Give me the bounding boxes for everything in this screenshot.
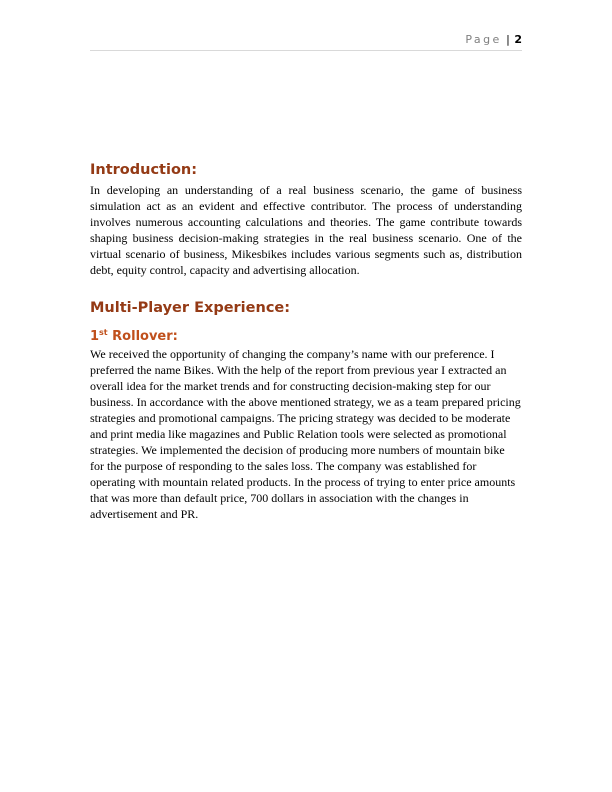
introduction-paragraph: In developing an understanding of a real business scenario, the game of business simulation act as an evident and effective contributor. The process of understanding involves numerous accounting calculations and theories. The game contribute towards shaping business decision-making strategies in the real business scenario. One of the virtual scenario of business, Mikesbikes includes various segments such as, distribution debt, equity control, capacity and advertising allocation. xyxy=(90,183,522,277)
paragraph-line: advertisement and PR. xyxy=(90,507,199,521)
paragraph-line: strategies. We implemented the decision of producing more numbers of mountain bike xyxy=(90,443,505,457)
paragraph-line: overall idea for the market trends and for constructing decision-making step for our xyxy=(90,379,491,393)
paragraph-line: operating with mountain related products. In the process of trying to enter price amounts xyxy=(90,475,516,489)
paragraph-line: We received the opportunity of changing the company’s name with our preference. I xyxy=(90,347,495,361)
multi-player-heading: Multi-Player Experience: xyxy=(90,300,291,316)
rollover-ordinal: st xyxy=(99,328,108,337)
paragraph-line: for the purpose of responding to the sales loss. The company was established for xyxy=(90,459,477,473)
page-separator: | xyxy=(506,33,510,46)
rollover-label: Rollover: xyxy=(107,329,178,344)
paragraph-line: business. In accordance with the above mentioned strategy, we as a team prepared pricing xyxy=(90,395,521,409)
introduction-heading: Introduction: xyxy=(90,162,198,178)
rollover-number: 1 xyxy=(90,329,100,344)
page-number: 2 xyxy=(514,33,522,46)
paragraph-line: strategies and promotional campaigns. The pricing strategy was decided to be moderate xyxy=(90,411,511,425)
page-header xyxy=(90,33,522,51)
paragraph-line: that was more than default price, 700 dollars in association with the changes in xyxy=(90,491,469,505)
rollover-paragraph xyxy=(90,346,522,522)
page-label: Page xyxy=(465,33,502,46)
rollover-heading xyxy=(90,329,178,344)
paragraph-line: preferred the name Bikes. With the help of the report from previous year I extracted an xyxy=(90,363,507,377)
paragraph-line: and print media like magazines and Public Relation tools were selected as promotional xyxy=(90,427,507,441)
